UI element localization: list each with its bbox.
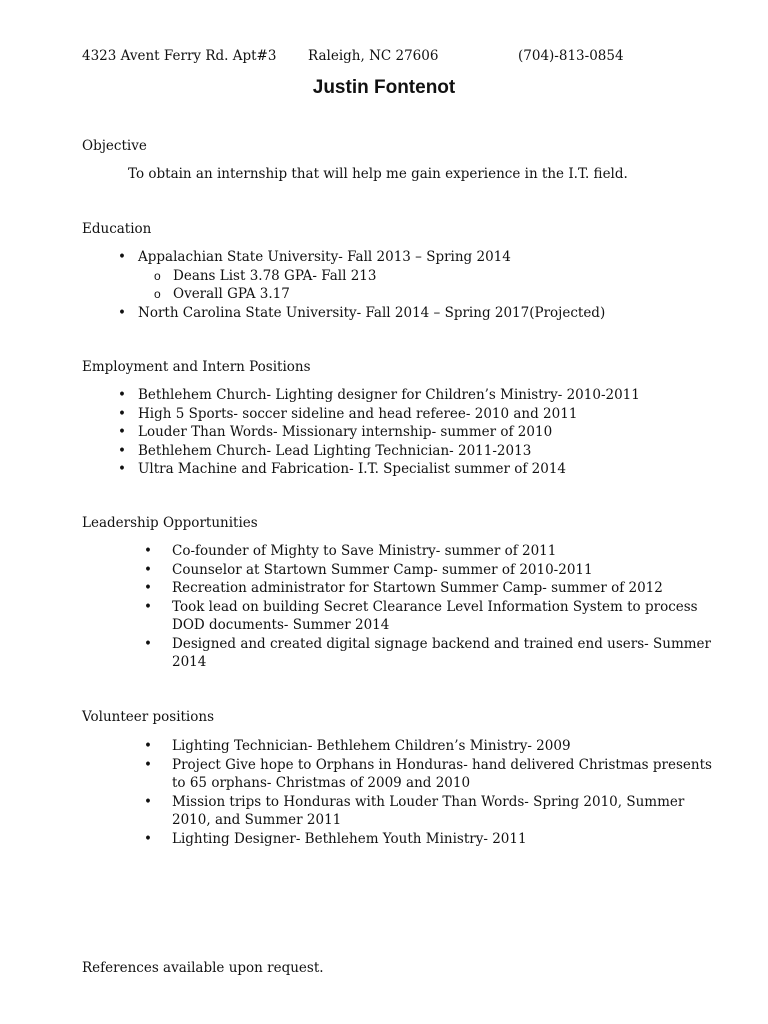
bullet-icon: •: [118, 424, 126, 440]
education-subitem-text: Overall GPA 3.17: [173, 286, 290, 302]
bullet-icon: •: [118, 249, 126, 265]
list-item: [144, 579, 711, 598]
list-item: [118, 423, 640, 442]
leadership-heading: Leadership Opportunities: [82, 515, 258, 531]
list-item: [118, 460, 640, 479]
employment-item-text: Bethlehem Church- Lighting designer for Children’s Ministry- 2010-2011: [138, 387, 640, 403]
bullet-icon: •: [144, 793, 152, 810]
list-item: [144, 598, 711, 617]
leadership-item-text: Recreation administrator for Startown Summer Camp- summer of 2012: [172, 580, 663, 596]
volunteer-item-text: 2010, and Summer 2011: [172, 812, 342, 828]
list-item: [118, 442, 640, 461]
city-state-zip: Raleigh, NC 27606: [308, 48, 439, 64]
phone-number: (704)-813-0854: [518, 48, 624, 64]
employment-heading: Employment and Intern Positions: [82, 359, 311, 375]
circle-bullet-icon: o: [154, 287, 161, 301]
bullet-icon: •: [118, 387, 126, 403]
bullet-icon: •: [144, 830, 152, 847]
list-item-continuation: [172, 811, 712, 830]
employment-item-text: High 5 Sports- soccer sideline and head referee- 2010 and 2011: [138, 405, 578, 422]
bullet-icon: •: [144, 561, 152, 578]
list-item: [154, 285, 605, 304]
list-item-continuation: [172, 616, 711, 635]
list-item: [144, 561, 711, 580]
employment-list: [118, 386, 640, 479]
list-item: [144, 830, 712, 849]
leadership-item-text: Designed and created digital signage backend and trained end users- Summer: [172, 635, 711, 652]
list-item: [118, 248, 605, 267]
list-item: [144, 756, 712, 775]
bullet-icon: •: [144, 543, 152, 559]
bullet-icon: •: [118, 442, 126, 459]
objective-heading: Objective: [82, 138, 147, 154]
list-item: [118, 304, 606, 323]
list-item: [154, 267, 605, 286]
volunteer-item-text: Lighting Designer- Bethlehem Youth Ministry- 2011: [172, 830, 527, 847]
volunteer-item-text: to 65 orphans- Christmas of 2009 and 2010: [172, 775, 471, 791]
list-item: [118, 386, 640, 405]
leadership-list: [144, 542, 711, 672]
volunteer-heading: Volunteer positions: [82, 709, 215, 725]
volunteer-item-text: Project Give hope to Orphans in Honduras- hand delivered Christmas presents: [172, 756, 712, 773]
volunteer-item-text: Mission trips to Honduras with Louder Than Words- Spring 2010, Summer: [172, 793, 685, 810]
bullet-icon: •: [118, 405, 126, 422]
bullet-icon: •: [144, 756, 152, 773]
leadership-item-text: 2014: [172, 654, 207, 670]
list-item: [144, 635, 711, 654]
list-item: [144, 542, 711, 561]
bullet-icon: •: [144, 738, 152, 754]
list-item: [144, 737, 712, 756]
list-item-continuation: [172, 653, 711, 672]
bullet-icon: •: [144, 598, 152, 615]
bullet-icon: •: [144, 635, 152, 652]
education-list: [118, 248, 606, 322]
circle-bullet-icon: o: [154, 268, 161, 283]
volunteer-list: [144, 737, 712, 848]
list-item: [118, 405, 640, 424]
objective-text: To obtain an internship that will help me gain experience in the I.T. field.: [128, 166, 628, 182]
employment-item-text: Louder Than Words- Missionary internship- summer of 2010: [138, 424, 553, 440]
volunteer-item-text: Lighting Technician- Bethlehem Children’s Ministry- 2009: [172, 738, 571, 754]
education-item-text: Appalachian State University- Fall 2013 – Spring 2014: [138, 249, 511, 265]
references-note: References available upon request.: [82, 960, 324, 976]
education-heading: Education: [82, 221, 152, 237]
list-item-continuation: [172, 774, 712, 793]
leadership-item-text: Took lead on building Secret Clearance Level Information System to process: [172, 598, 698, 615]
bullet-icon: •: [118, 304, 126, 321]
candidate-name: Justin Fontenot: [312, 77, 456, 98]
education-item-text: North Carolina State University- Fall 2014 – Spring 2017(Projected): [138, 304, 606, 321]
bullet-icon: •: [118, 461, 126, 477]
address: 4323 Avent Ferry Rd. Apt#3: [82, 48, 277, 64]
list-item: [144, 793, 712, 812]
bullet-icon: •: [144, 580, 152, 596]
leadership-item-text: Co-founder of Mighty to Save Ministry- summer of 2011: [172, 543, 557, 559]
employment-item-text: Bethlehem Church- Lead Lighting Technician- 2011-2013: [138, 442, 532, 459]
leadership-item-text: Counselor at Startown Summer Camp- summer of 2010-2011: [172, 561, 593, 578]
leadership-item-text: DOD documents- Summer 2014: [172, 617, 390, 633]
employment-item-text: Ultra Machine and Fabrication- I.T. Specialist summer of 2014: [138, 461, 566, 477]
education-subitem-text: Deans List 3.78 GPA- Fall 213: [173, 267, 377, 284]
